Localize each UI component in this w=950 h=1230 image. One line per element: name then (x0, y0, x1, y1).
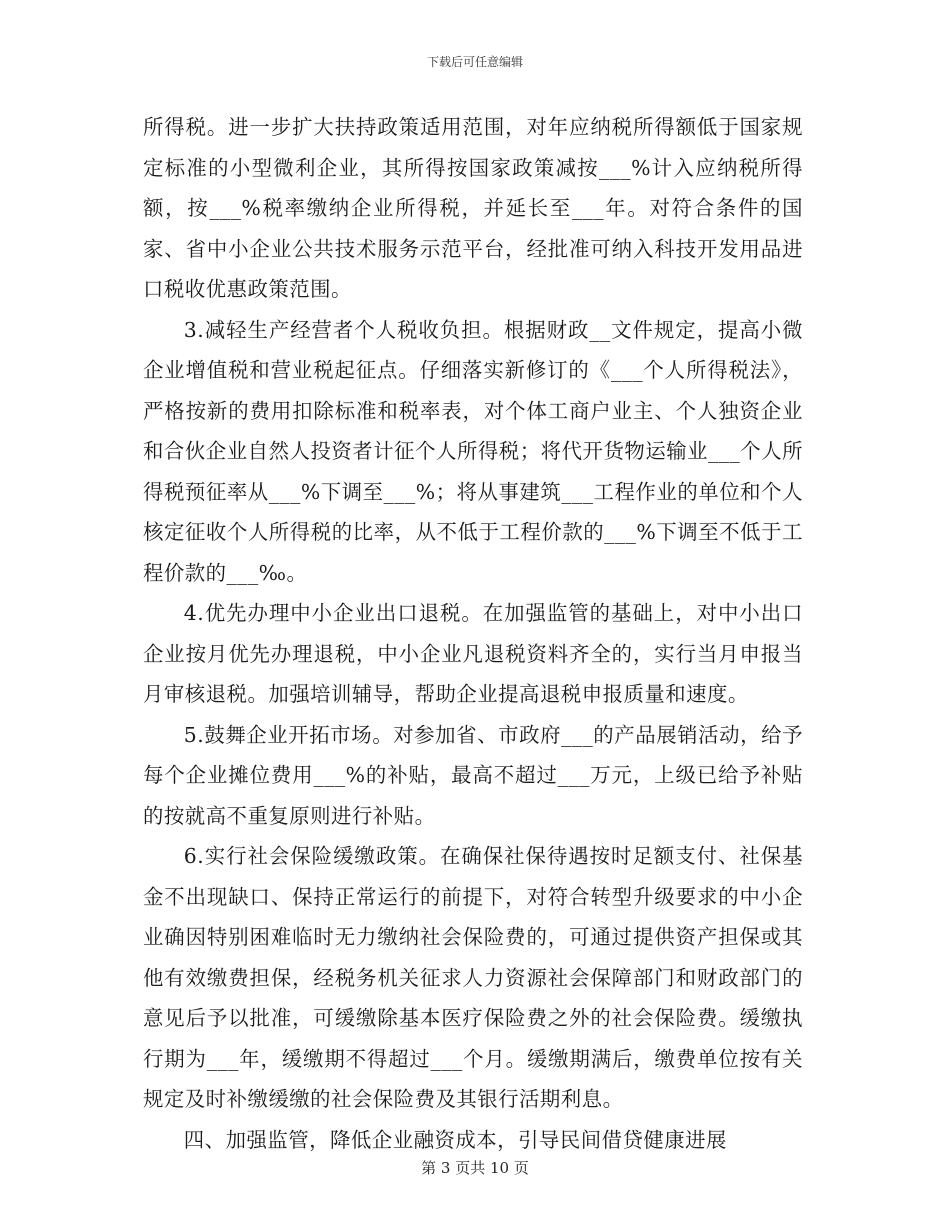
paragraph-item-6: 6.实行社会保险缓缴政策。在确保社保待遇按时足额支付、社保基金不出现缺口、保持正常运行的前提下，对符合转型升级要求的中小企业确因特别困难临时无力缴纳社会保险费的，可通过提供资产担保或其他有效缴费担保，经税务机关征求人力资源社会保障部门和财政部门的意见后予以批准，可缓缴除基本医疗保险费之外的社会保险费。缓缴执行期为___年，缓缴期不得超过___个月。缓缴期满后，缴费单位按有关规定及时补缴缓缴的社会保险费及其银行活期利息。 (143, 844, 803, 1111)
paragraph-continuation: 所得税。进一步扩大扶持政策适用范围，对年应纳税所得额低于国家规定标准的小型微利企业，其所得按国家政策减按___%计入应纳税所得额，按___%税率缴纳企业所得税，并延长至___年。对符合条件的国家、省中小企业公共技术服务示范平台，经批准可纳入科技开发用品进口税收优惠政策范围。 (143, 115, 803, 301)
paragraph-item-3: 3.减轻生产经营者个人税收负担。根据财政__文件规定，提高小微企业增值税和营业税起征点。仔细落实新修订的《___个人所得税法》，严格按新的费用扣除标准和税率表，对个体工商户业主、个人独资企业和合伙企业自然人投资者计征个人所得税；将代开货物运输业___个人所得税预征率从___%下调至___%；将从事建筑___工程作业的单位和个人核定征收个人所得税的比率，从不低于工程价款的___%下调至不低于工程价款的___‰。 (143, 317, 803, 585)
paragraph-item-4: 4.优先办理中小企业出口退税。在加强监管的基础上，对中小出口企业按月优先办理退税，中小企业凡退税资料齐全的，实行当月申报当月审核退税。加强培训辅导，帮助企业提高退税申报质量和速度。 (143, 601, 803, 706)
page-footer: 第 3 页共 10 页 (421, 1159, 529, 1177)
page-header: 下载后可任意编辑 (426, 55, 523, 69)
document-body (143, 107, 803, 1160)
section-heading-4: 四、加强监管，降低企业融资成本，引导民间借贷健康进展 (183, 1127, 727, 1152)
paragraph-item-5: 5.鼓舞企业开拓市场。对参加省、市政府___的产品展销活动，给予每个企业摊位费用___%的补贴，最高不超过___万元，上级已给予补贴的按就高不重复原则进行补贴。 (143, 722, 803, 828)
